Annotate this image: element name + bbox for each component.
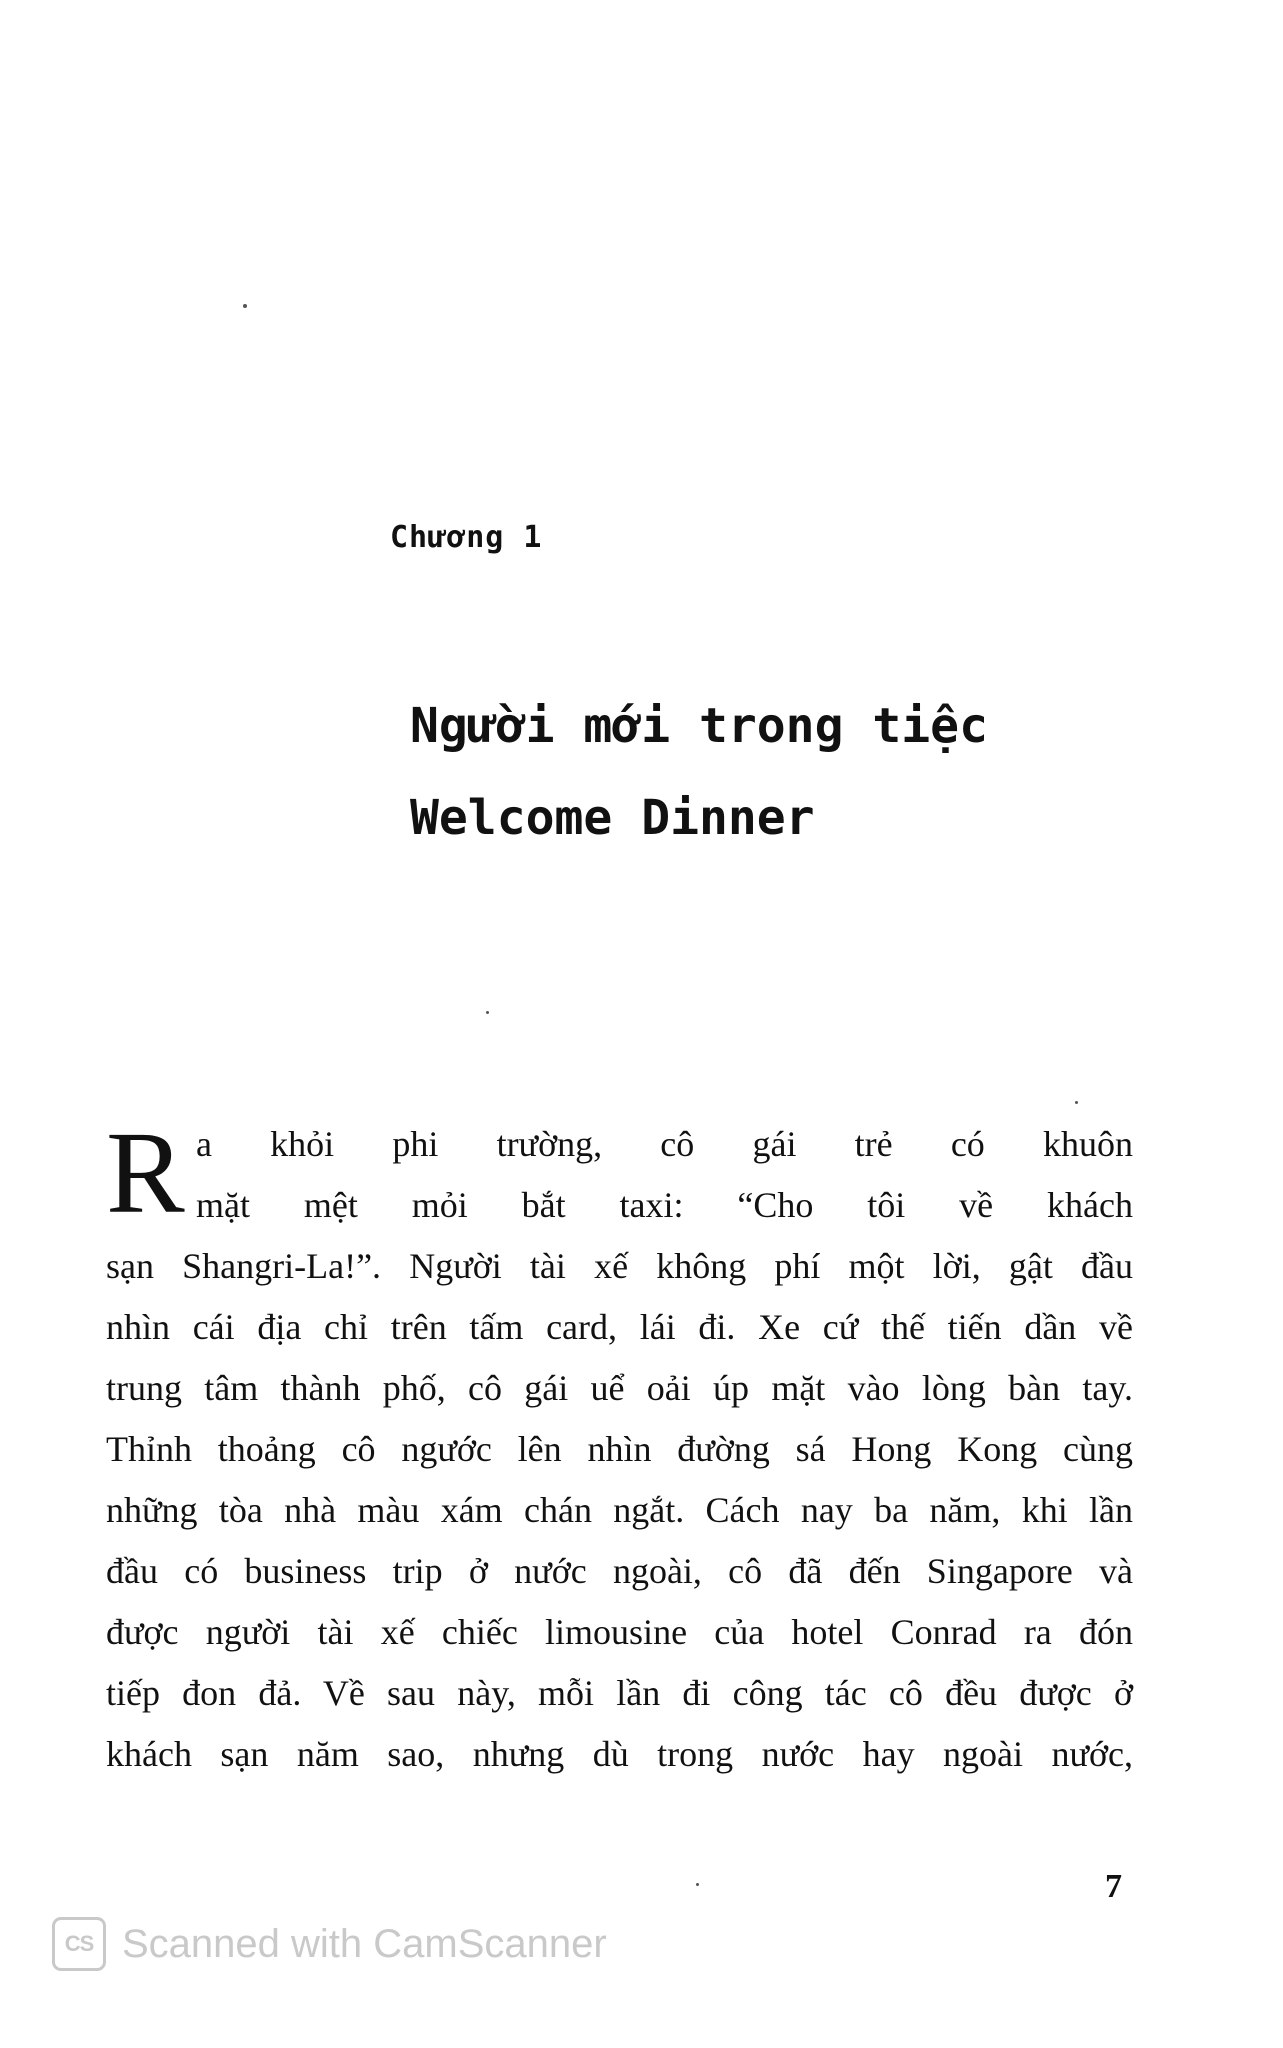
- chapter-title: [410, 680, 1230, 864]
- body-line: trung tâm thành phố, cô gái uể oải úp mặt vào lòng bàn tay.: [106, 1368, 1133, 1408]
- watermark-text: Scanned with CamScanner: [122, 1921, 607, 1966]
- page-number: 7: [1105, 1868, 1122, 1905]
- body-line: a khỏi phi trường, cô gái trẻ có khuôn: [196, 1124, 1133, 1164]
- body-line: đầu có business trip ở nước ngoài, cô đã đến Singapore và: [106, 1551, 1133, 1591]
- camscanner-logo-icon: CS: [52, 1917, 106, 1971]
- body-line: sạn Shangri-La!”. Người tài xế không phí một lời, gật đầu: [106, 1246, 1133, 1286]
- chapter-label: Chương 1: [390, 520, 543, 555]
- scan-speck: [696, 1883, 699, 1886]
- body-line: mặt mệt mỏi bắt taxi: “Cho tôi về khách: [196, 1185, 1133, 1225]
- body-line: những tòa nhà màu xám chán ngắt. Cách nay ba năm, khi lần: [106, 1490, 1133, 1530]
- body-line: tiếp đon đả. Về sau này, mỗi lần đi công tác cô đều được ở: [106, 1673, 1133, 1713]
- scan-speck: [243, 304, 247, 308]
- body-line: Thỉnh thoảng cô ngước lên nhìn đường sá Hong Kong cùng: [106, 1429, 1133, 1469]
- chapter-title-line-1: Người mới trong tiệc: [410, 698, 988, 754]
- chapter-title-line-2: Welcome Dinner: [410, 790, 815, 846]
- drop-cap: R: [106, 1107, 185, 1238]
- body-line: khách sạn năm sao, nhưng dù trong nước hay ngoài nước,: [106, 1734, 1133, 1774]
- body-line: được người tài xế chiếc limousine của hotel Conrad ra đón: [106, 1612, 1133, 1652]
- scan-speck: [486, 1011, 489, 1014]
- body-paragraph: [106, 1107, 1133, 1785]
- scan-speck: [1075, 1101, 1078, 1104]
- camscanner-watermark: [52, 1912, 607, 1976]
- body-line: nhìn cái địa chỉ trên tấm card, lái đi. Xe cứ thế tiến dần về: [106, 1307, 1133, 1347]
